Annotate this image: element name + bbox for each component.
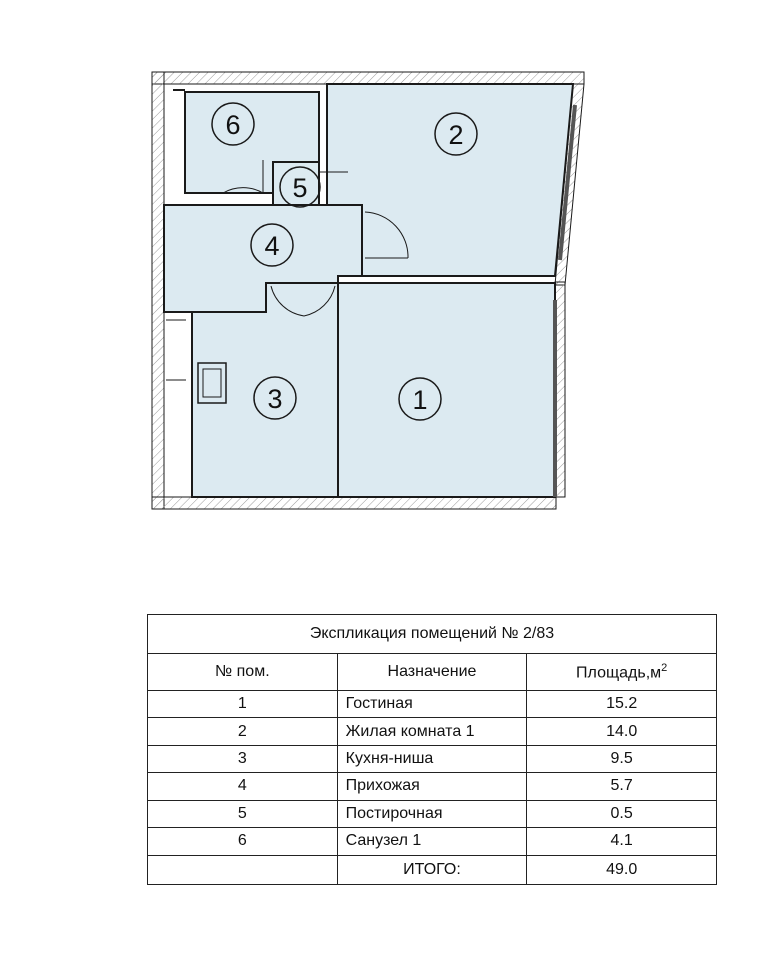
row-area: 14.0 <box>527 718 717 745</box>
room-1-shape <box>338 283 555 497</box>
header-area-label: Площадь,м <box>576 664 662 682</box>
table-row <box>148 828 717 855</box>
header-num: № пом. <box>148 654 338 691</box>
total-label: ИТОГО: <box>337 855 527 884</box>
row-name: Постирочная <box>337 800 527 827</box>
row-name: Жилая комната 1 <box>337 718 527 745</box>
rooms <box>164 84 573 497</box>
row-num: 3 <box>148 745 338 772</box>
table-row <box>148 773 717 800</box>
header-purpose: Назначение <box>337 654 527 691</box>
row-num: 2 <box>148 718 338 745</box>
room-3-shape <box>192 283 338 497</box>
table-row <box>148 691 717 718</box>
room-2-shape <box>327 84 573 276</box>
row-num: 4 <box>148 773 338 800</box>
row-area: 9.5 <box>527 745 717 772</box>
total-row <box>148 855 717 884</box>
table-title: Экспликация помещений № 2/83 <box>148 615 717 654</box>
svg-text:3: 3 <box>267 384 283 414</box>
svg-text:2: 2 <box>448 120 464 150</box>
row-area: 5.7 <box>527 773 717 800</box>
total-value: 49.0 <box>527 855 717 884</box>
table-title-row <box>148 615 717 654</box>
table-row <box>148 800 717 827</box>
header-area <box>527 654 717 691</box>
row-area: 0.5 <box>527 800 717 827</box>
row-name: Кухня-ниша <box>337 745 527 772</box>
row-name: Прихожая <box>337 773 527 800</box>
svg-text:1: 1 <box>412 385 428 415</box>
svg-text:5: 5 <box>292 173 308 203</box>
explication-table <box>147 614 717 885</box>
svg-text:6: 6 <box>225 110 241 140</box>
total-empty-cell <box>148 855 338 884</box>
row-name: Гостиная <box>337 691 527 718</box>
table-header-row <box>148 654 717 691</box>
row-num: 6 <box>148 828 338 855</box>
svg-text:4: 4 <box>264 231 280 261</box>
row-num: 5 <box>148 800 338 827</box>
row-area: 4.1 <box>527 828 717 855</box>
row-area: 15.2 <box>527 691 717 718</box>
row-name: Санузел 1 <box>337 828 527 855</box>
header-area-sup: 2 <box>661 661 668 674</box>
table-row <box>148 718 717 745</box>
table-row <box>148 745 717 772</box>
row-num: 1 <box>148 691 338 718</box>
